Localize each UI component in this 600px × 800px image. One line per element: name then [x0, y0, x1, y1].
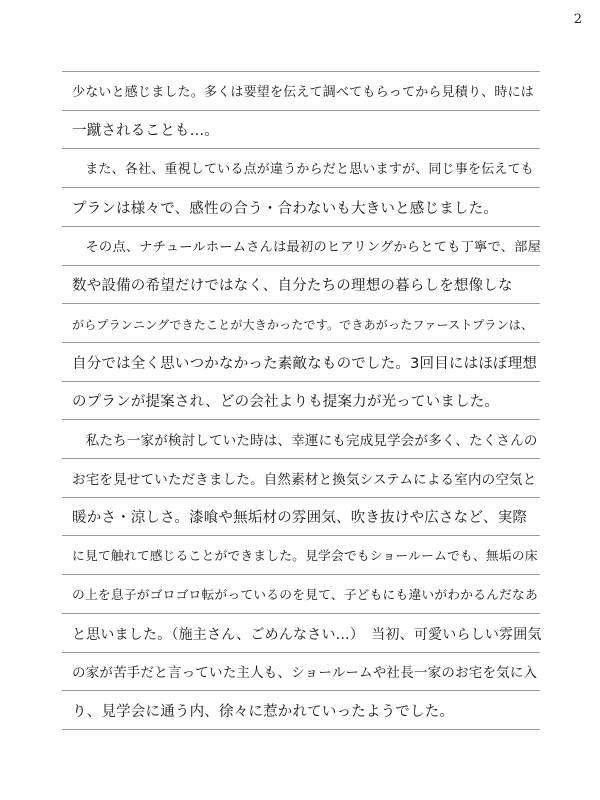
- handwritten-text-line: 一蹴されることも…。: [72, 123, 219, 139]
- handwritten-text-line: の上を息子がゴロゴロ転がっているのを見て、子どもにも違いがわかるんだなあ: [72, 588, 538, 603]
- handwritten-text-line: り、見学会に通う内、徐々に惹かれていったようでした。: [72, 704, 455, 720]
- handwritten-text-line: その点、ナチュールホームさんは最初のヒアリングからとても丁寧で、部屋: [72, 240, 542, 255]
- handwritten-text-line: がらプランニングできたことが大きかったです。できあがったファーストプランは、: [72, 318, 534, 332]
- handwritten-text-line: プランは様々で、感性の合う・合わないも大きいと感じました。: [72, 201, 499, 217]
- handwritten-text-line: また、各社、重視している点が違うからだと思いますが、同じ事を伝えても: [72, 162, 535, 177]
- ruled-line: [62, 342, 540, 343]
- ruled-line: [62, 497, 540, 498]
- ruled-line: [62, 381, 540, 382]
- handwritten-text-line: と思いました。（施主さん、ごめんなさい…） 当初、可愛いらしい雰囲気: [72, 627, 542, 643]
- handwritten-text-line: 暖かさ・涼しさ。漆喰や無垢材の雰囲気、吹き抜けや広さなど、実際: [72, 510, 528, 526]
- handwritten-text-line: 私たち一家が検討していた時は、幸運にも完成見学会が多く、たくさんの: [72, 433, 538, 449]
- ruled-line: [62, 574, 540, 575]
- ruled-line: [62, 419, 540, 420]
- ruled-line: [62, 265, 540, 266]
- ruled-line: [62, 535, 540, 536]
- ruled-line: [62, 303, 540, 304]
- ruled-line: [62, 613, 540, 614]
- handwritten-text-line: のプランが提案され、どの会社よりも提案力が光っていました。: [72, 394, 500, 410]
- ruled-line: [62, 690, 540, 691]
- handwritten-text-line: 少ないと感じました。多くは要望を伝えて調べてもらってから見積り、時には: [72, 85, 535, 100]
- handwritten-text-line: の家が苦手だと言っていた主人も、ショールームや社長一家のお宅を気に入: [72, 665, 538, 681]
- ruled-line: [62, 187, 540, 188]
- ruled-line: [62, 458, 540, 459]
- handwritten-text-line: 数や設備の希望だけではなく、自分たちの理想の暮らしを想像しな: [72, 278, 513, 294]
- ruled-line: [62, 226, 540, 227]
- handwritten-text-line: 自分では全く思いつかなかった素敵なものでした。3回目にはほぼ理想: [72, 356, 538, 372]
- ruled-line: [62, 110, 540, 111]
- handwritten-text-line: お宅を見せていただきました。自然素材と換気システムによる室内の空気と: [72, 472, 537, 488]
- ruled-line: [62, 729, 540, 730]
- ruled-line: [62, 71, 540, 72]
- page-number: 2: [573, 12, 582, 27]
- ruled-line: [62, 652, 540, 653]
- handwritten-text-line: に見て触れて感じることができました。見学会でもショールームでも、無垢の床: [72, 549, 538, 564]
- ruled-line: [62, 148, 540, 149]
